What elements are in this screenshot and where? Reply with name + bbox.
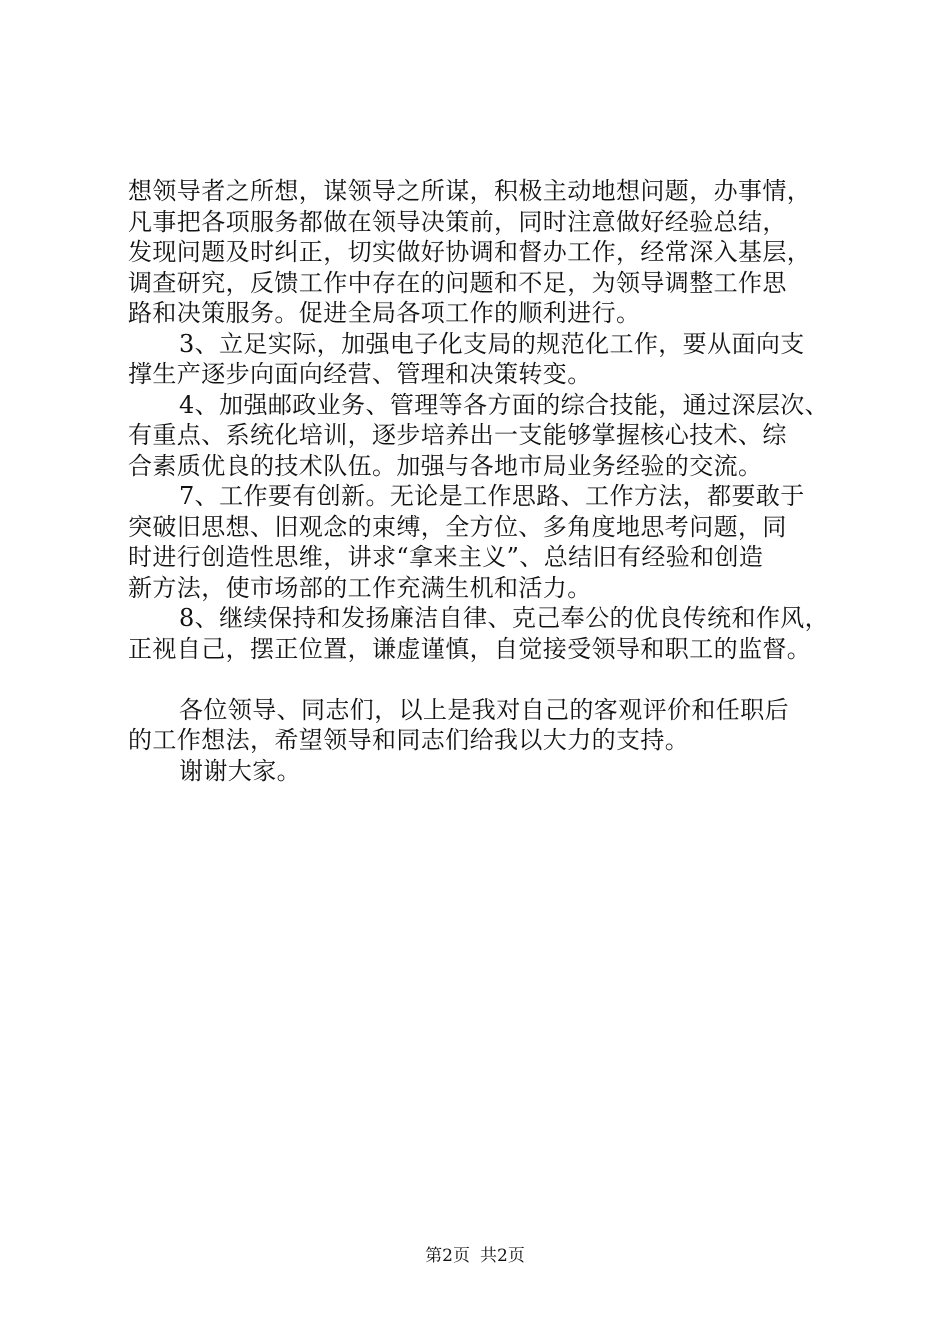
paragraph-item-8 [128, 603, 828, 664]
text-line: 发现问题及时纠正，切实做好协调和督办工作，经常深入基层， [128, 238, 812, 266]
text-line: 撑生产逐步向面向经营、管理和决策转变。 [128, 360, 592, 388]
paragraph-item-3 [128, 329, 828, 390]
text-line: 有重点、系统化培训，逐步培养出一支能够掌握核心技术、综 [128, 421, 787, 449]
paragraph-continuation [128, 176, 828, 329]
text-line: 4、加强邮政业务、管理等各方面的综合技能，通过深层次、 [179, 390, 830, 419]
text-line: 时进行创造性思维，讲求“拿来主义”、总结旧有经验和创造 [128, 543, 764, 571]
document-body [128, 176, 828, 786]
text-line: 正视自己，摆正位置，谦虚谨慎，自觉接受领导和职工的监督。 [128, 634, 812, 663]
text-line: 8、继续保持和发扬廉洁自律、克己奉公的优良传统和作风， [179, 604, 830, 632]
page-footer [0, 1245, 950, 1267]
text-line: 3、立足实际，加强电子化支局的规范化工作，要从面向支 [179, 329, 805, 358]
page-number: 第2页 [425, 1246, 470, 1266]
text-line: 路和决策服务。促进全局各项工作的顺利进行。 [128, 299, 641, 327]
text-line: 凡事把各项服务都做在领导决策前，同时注意做好经验总结， [128, 207, 787, 236]
text-line: 合素质优良的技术队伍。加强与各地市局业务经验的交流。 [128, 451, 763, 480]
text-line: 谢谢大家。 [179, 756, 301, 785]
paragraph-spacer [128, 664, 828, 695]
page-total: 共2页 [480, 1246, 525, 1266]
text-line: 调查研究，反馈工作中存在的问题和不足，为领导调整工作思 [128, 268, 787, 297]
text-line: 突破旧思想、旧观念的束缚，全方位、多角度地思考问题，同 [128, 512, 787, 541]
paragraph-closing [128, 695, 828, 756]
paragraph-item-7 [128, 481, 828, 603]
paragraph-thanks [128, 756, 828, 787]
text-line: 各位领导、同志们，以上是我对自己的客观评价和任职后 [179, 695, 789, 724]
text-line: 新方法，使市场部的工作充满生机和活力。 [128, 573, 592, 602]
text-line: 7、工作要有创新。无论是工作思路、工作方法，都要敢于 [179, 482, 805, 510]
paragraph-item-4 [128, 390, 828, 482]
text-line: 的工作想法，希望领导和同志们给我以大力的支持。 [128, 726, 690, 754]
text-line: 想领导者之所想，谋领导之所谋，积极主动地想问题，办事情， [128, 177, 812, 205]
